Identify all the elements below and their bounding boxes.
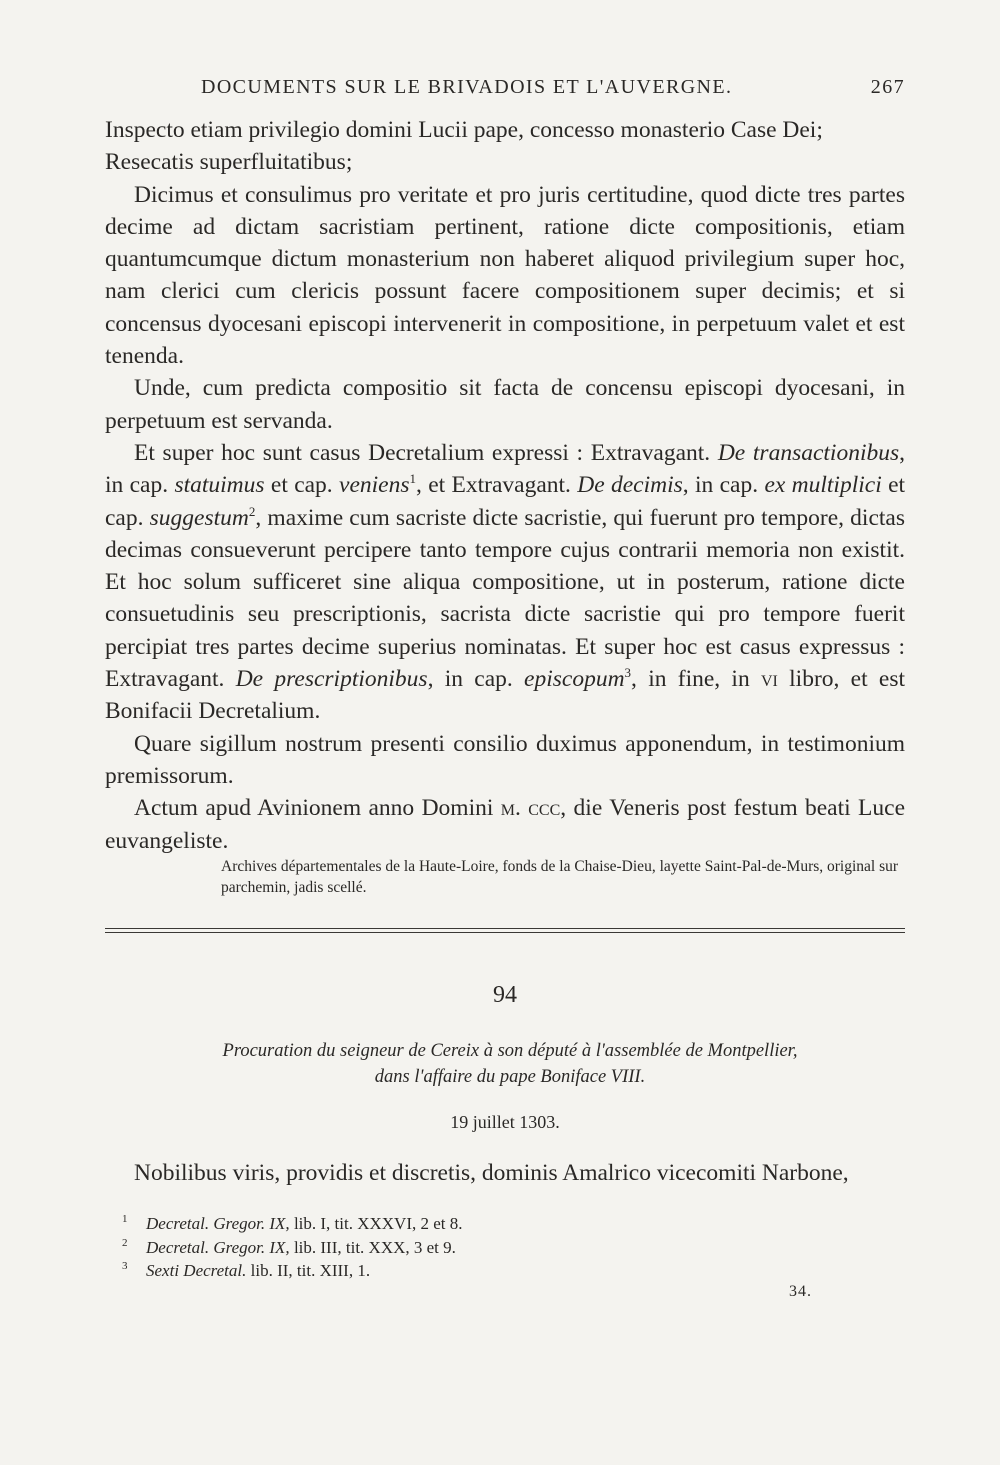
footnote-3 <box>122 1259 822 1283</box>
page-header <box>105 76 905 106</box>
text-run: , in cap. <box>682 472 765 499</box>
footnote-ref-3: 3 <box>624 665 632 681</box>
paragraph-7 <box>105 792 905 857</box>
text-run: , maxime cum sacriste dicte sacristie, qui fuerunt pro tempore, dictas decimas consueverunt percipere tanto tempore cujus contrarii memoria non existit. Et hoc solum sufficeret sine aliqua compositione, ut in posterum, ratione dicte consuetudinis seu prescriptionis, sacrista dicte sacristie qui pro tempore fuerit percipiat tres partes decime superius nominatas. Et super hoc est casus expressus : Extravagant. <box>105 504 905 693</box>
footnote-number: 3 <box>122 1260 128 1272</box>
footnote-text: lib. II, tit. XIII, 1. <box>246 1261 371 1280</box>
italic-citation: De transactionibus <box>717 439 900 466</box>
italic-citation: veniens <box>339 472 410 499</box>
section-divider-thin <box>105 932 905 933</box>
italic-citation: De prescriptionibus <box>235 666 428 693</box>
footnote-number: 2 <box>122 1236 128 1249</box>
text-run: Actum apud Avinionem anno Domini <box>134 795 501 822</box>
text-run: , et Extravagant. <box>416 472 578 499</box>
paragraph-2: Resecatis superfluitatibus; <box>105 149 353 176</box>
text-run: libro, et est Bonifacii Decretalium. <box>105 666 906 725</box>
paragraph-1: Inspecto etiam privilegio domini Lucii pape, concesso monasterio Case Dei; <box>105 117 823 143</box>
text-run: , in fine, in <box>631 666 761 693</box>
paragraph-5 <box>105 437 905 728</box>
document-opening-line: Nobilibus viris, providis et discretis, dominis Amalrico vicecomiti Narbone, <box>134 1160 849 1186</box>
document-date: 19 juillet 1303. <box>450 1112 560 1132</box>
italic-citation: ex multiplici <box>764 472 882 499</box>
roman-numeral: vi <box>760 666 778 693</box>
footnote-source: Sexti Decretal. <box>146 1261 247 1280</box>
paragraph-6: Quare sigillum nostrum presenti consilio duximus apponendum, in testimonium premissorum. <box>105 730 905 789</box>
running-title: DOCUMENTS SUR LE BRIVADOIS ET L'AUVERGNE. <box>201 76 733 98</box>
text-run: , in cap. <box>427 666 525 693</box>
page-number: 267 <box>870 76 905 98</box>
printer-signature-mark: 34. <box>789 1283 812 1300</box>
footnote-text: lib. III, tit. XXX, 3 et 9. <box>289 1237 456 1257</box>
text-run: Et super hoc sunt casus Decretalium expressi : Extravagant. <box>134 439 718 466</box>
italic-citation: suggestum <box>149 504 249 531</box>
footnote-text: lib. I, tit. XXXVI, 2 et 8. <box>289 1214 463 1233</box>
document-title <box>105 1038 915 1090</box>
section-divider-thick <box>105 928 905 929</box>
footnote-1 <box>122 1212 822 1236</box>
paragraph-4: Unde, cum predicta compositio sit facta de concensu episcopi dyocesani, in perpetuum est servanda. <box>105 375 905 434</box>
paragraph-3: Dicimus et consulimus pro veritate et pro juris certitudine, quod dicte tres partes decime ad dictam sacristiam pertinent, ratione dicte compositionis, etiam quantumcumque dictum monasterium non haberet aliquod privilegium super hoc, nam clerici cum clericis possunt facere compositionem super decimis; et si concensus dyocesani episcopi intervenerit in compositione, in perpetuum valet et est tenenda. <box>105 181 905 370</box>
footnotes <box>122 1212 822 1283</box>
document-title-line-1: Procuration du seigneur de Cereix à son député à l'assemblée de Montpellier, <box>222 1041 798 1061</box>
footnote-2 <box>122 1236 822 1260</box>
italic-citation: De decimis <box>577 472 683 499</box>
footnote-source: Decretal. Gregor. IX, <box>146 1237 290 1257</box>
text-run: et cap. <box>105 472 906 531</box>
footnote-source: Decretal. Gregor. IX, <box>146 1214 290 1233</box>
main-text <box>105 114 905 857</box>
text-run: et cap. <box>264 472 340 499</box>
archival-source-note: Archives départementales de la Haute-Loire, fonds de la Chaise-Dieu, layette Saint-Pal-de-Murs, original sur parchemin, jadis scellé. <box>221 858 899 896</box>
italic-citation: statuimus <box>174 472 265 499</box>
footnote-ref-1: 1 <box>409 471 416 487</box>
italic-citation: episcopum <box>524 666 625 693</box>
document-title-line-2: dans l'affaire du pape Boniface VIII. <box>374 1067 646 1087</box>
text-run: , die Veneris post festum beati Luce euvangeliste. <box>105 795 906 854</box>
roman-numeral: m. ccc <box>500 795 561 822</box>
text-run: , in cap. <box>105 439 905 499</box>
footnote-ref-2: 2 <box>248 503 256 519</box>
document-number: 94 <box>493 982 517 1008</box>
footnote-number: 1 <box>122 1213 128 1225</box>
